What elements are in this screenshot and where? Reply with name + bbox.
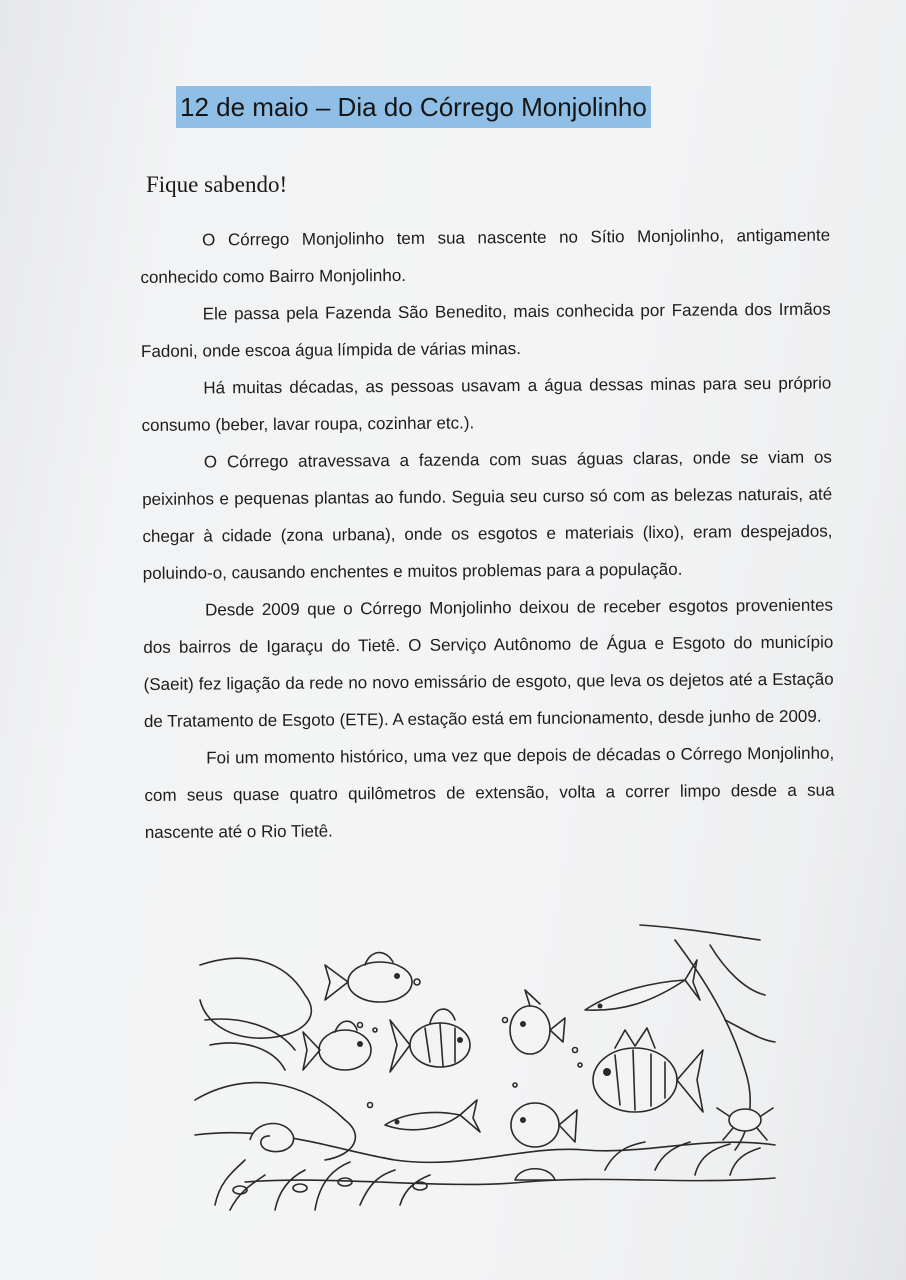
paragraph-5: Desde 2009 que o Córrego Monjolinho deixou de receber esgotos provenientes dos bairros de Igaraçu do Tietê. O Serviço Autônomo de Água e Esgoto do município (Saeit) fez ligação da rede no novo emissário de esgoto, que leva os dejetos até a Estação de Tratamento de Esgoto (ETE). A estação está em funcionamento, desde junho de 2009. — [143, 595, 834, 731]
page-title: 12 de maio – Dia do Córrego Monjolinho — [176, 86, 651, 128]
fish-small-middle — [510, 990, 565, 1054]
paragraph-6: Foi um momento histórico, uma vez que depois de décadas o Córrego Monjolinho, com seus quase quatro quilômetros de extensão, volta a correr limpo desde a sua nascente até o Rio Tietê. — [144, 743, 835, 842]
fish-top-center — [325, 953, 420, 1002]
fish-slim-bottom — [385, 1100, 480, 1132]
paragraph-3: Há muitas décadas, as pessoas usavam a água dessas minas para seu próprio consumo (beber, lavar roupa, cozinhar etc.). — [141, 373, 832, 435]
snail-shell — [250, 1124, 294, 1152]
fish-scaled-center — [390, 1009, 470, 1072]
fish-long-right — [585, 960, 700, 1010]
section-heading: Fique sabendo! — [146, 172, 288, 197]
paragraph-2: Ele passa pela Fazenda São Benedito, mais conhecida por Fazenda dos Irmãos Fadoni, onde escoa água límpida de várias minas. — [140, 299, 831, 361]
article-body — [140, 217, 835, 851]
fish-bottom-middle — [511, 1103, 577, 1147]
clam-shell — [515, 1169, 555, 1180]
crab — [717, 1108, 773, 1140]
paragraph-4: O Córrego atravessava a fazenda com suas águas claras, onde se viam os peixinhos e pequenas plantas ao fundo. Seguia seu curso só com as belezas naturais, até chegar à cidade (zona urbana), onde os esgotos e materiais (lixo), eram despejados, poluindo-o, causando enchentes e muitos problemas para a população. — [142, 447, 833, 583]
paragraph-1: O Córrego Monjolinho tem sua nascente no Sítio Monjolinho, antigamente conhecido como Bairro Monjolinho. — [140, 225, 831, 287]
fish-drawing — [185, 920, 785, 1230]
fish-big-scaled — [593, 1028, 703, 1112]
plants — [215, 1142, 760, 1210]
fish-left — [303, 1021, 371, 1070]
rock-left — [200, 958, 311, 1038]
underwater-illustration — [185, 920, 785, 1230]
